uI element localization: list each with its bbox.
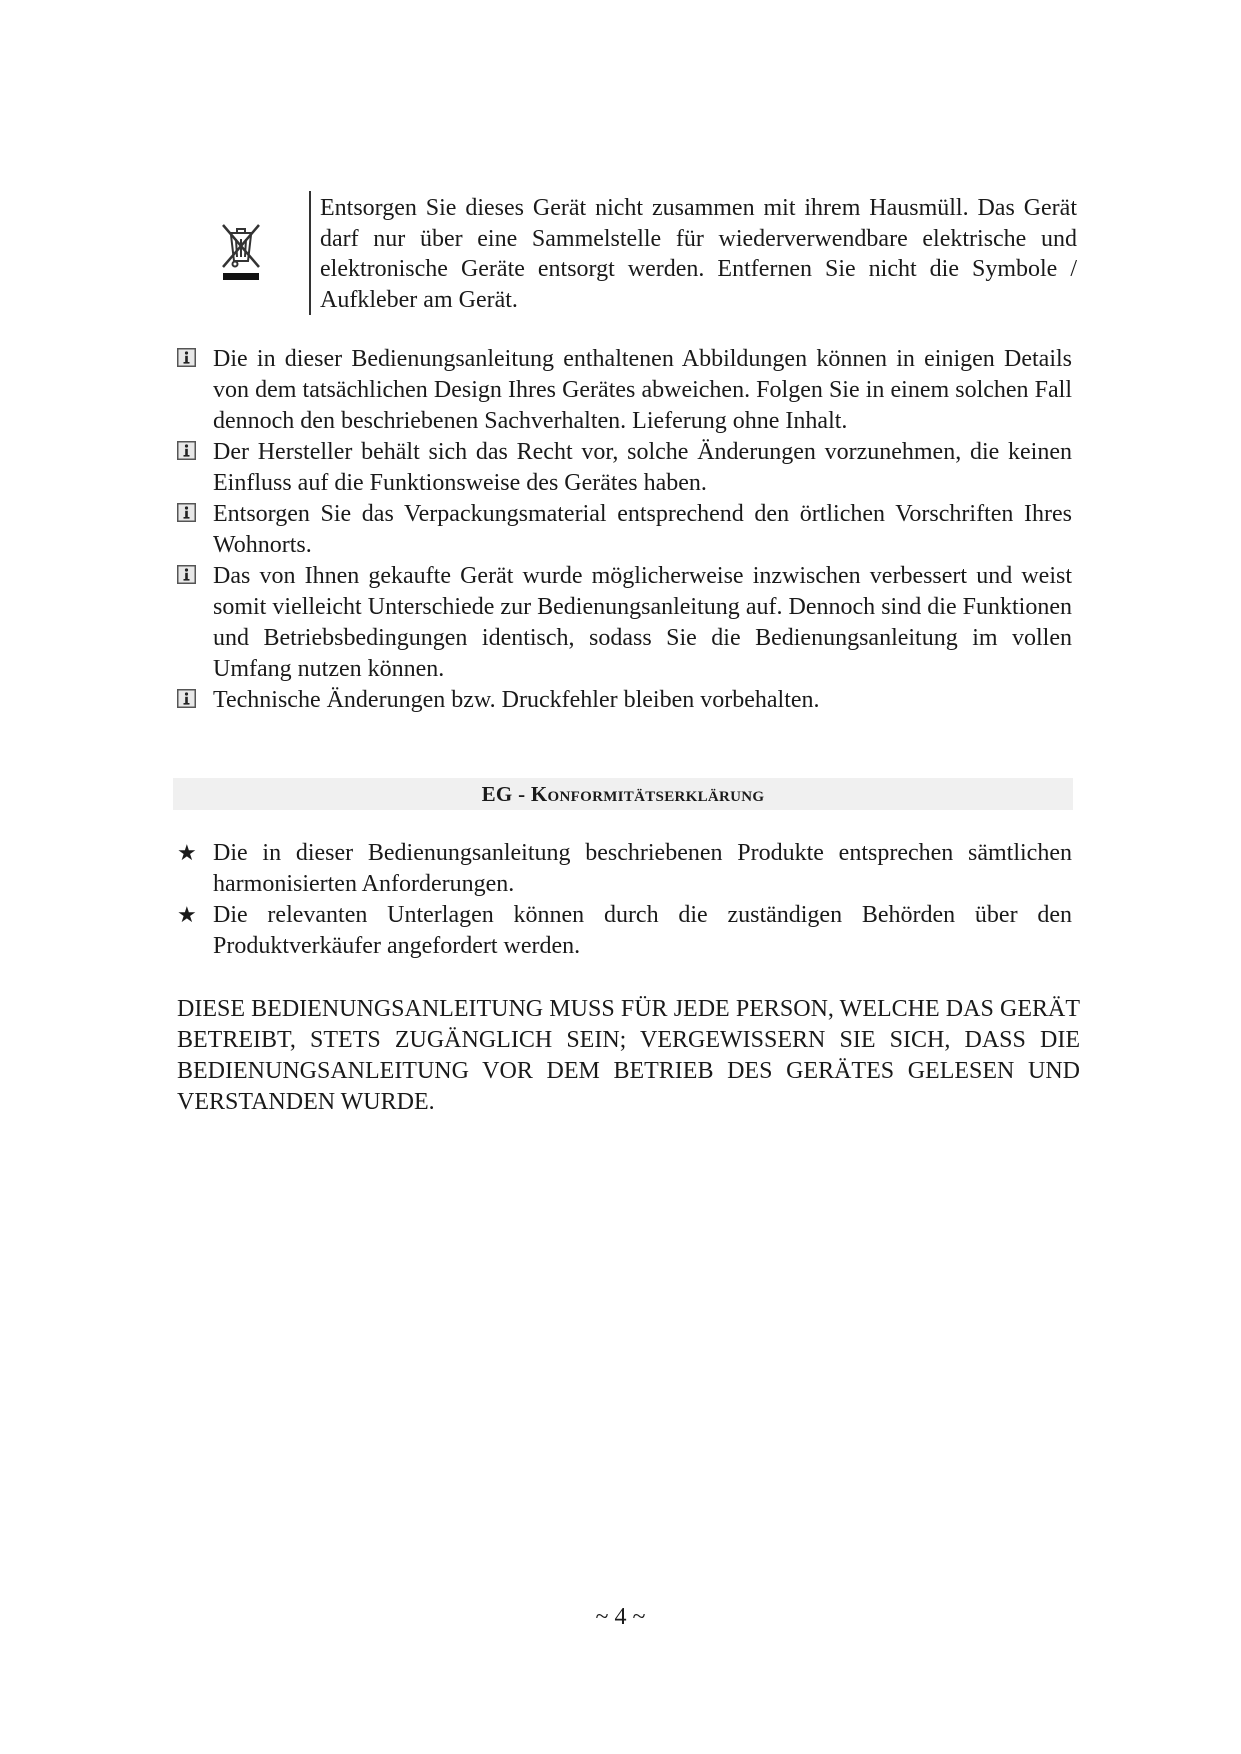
note-text: Technische Änderungen bzw. Druckfehler bleiben vorbehalten. bbox=[213, 687, 820, 713]
section-heading bbox=[173, 778, 1073, 810]
uppercase-warning: DIESE BEDIENUNGSANLEITUNG MUSS FÜR JEDE PERSON, WELCHE DAS GERÄT BETREIBT, STETS ZUGÄNGLICH SEIN; VERGEWISSERN SIE SICH, DASS DIE BEDIENUNGSANLEITUNG VOR DEM BETRIEB DES GERÄTES GELESEN UND VERSTANDEN WURDE. bbox=[177, 996, 1080, 1115]
conformity-text: Die in dieser Bedienungsanleitung beschriebenen Produkte entsprechen sämtlichen harmonisierten Anforderungen. bbox=[213, 840, 1072, 897]
note-item bbox=[177, 344, 1072, 437]
note-text: Die in dieser Bedienungsanleitung enthaltenen Abbildungen können in einigen Details von dem tatsächlichen Design Ihres Gerätes abweichen. Folgen Sie in einem solchen Fall dennoch den beschriebenen Sachverhalten. Lieferung ohne Inhalt. bbox=[213, 346, 1072, 434]
note-item bbox=[177, 499, 1072, 561]
info-icon bbox=[177, 348, 196, 367]
conformity-item bbox=[177, 838, 1072, 900]
conformity-text: Die relevanten Unterlagen können durch die zuständigen Behörden über den Produktverkäufer angefordert werden. bbox=[213, 902, 1072, 959]
section-heading-text: EG - Konformitätserklärung bbox=[481, 781, 765, 806]
star-bullet-icon: ★ bbox=[177, 841, 197, 866]
note-text: Das von Ihnen gekaufte Gerät wurde möglicherweise inzwischen verbessert und weist somit vielleicht Unterschiede zur Bedienungsanleitung auf. Dennoch sind die Funktionen und Betriebsbedingungen identisch, sodass Sie die Bedienungsanleitung im vollen Umfang nutzen können. bbox=[213, 563, 1072, 682]
page-number: ~ 4 ~ bbox=[595, 1604, 646, 1630]
weee-disposal-notice bbox=[217, 191, 1077, 315]
separator-line bbox=[309, 191, 311, 315]
disposal-text: Entsorgen Sie dieses Gerät nicht zusammen mit ihrem Hausmüll. Das Gerät darf nur über eine Sammelstelle für wiederverwendbare elektrische und elektronische Geräte entsorgt werden. Entfernen Sie nicht die Symbole / Aufkleber am Gerät. bbox=[320, 195, 1077, 313]
crossed-out-wheelie-bin-icon bbox=[219, 221, 263, 283]
note-item bbox=[177, 561, 1072, 685]
notes-list bbox=[177, 344, 1072, 716]
info-icon bbox=[177, 565, 196, 584]
info-icon bbox=[177, 503, 196, 522]
conformity-item bbox=[177, 900, 1072, 962]
info-icon bbox=[177, 441, 196, 460]
conformity-list bbox=[177, 838, 1072, 962]
star-bullet-icon: ★ bbox=[177, 903, 197, 928]
info-icon bbox=[177, 689, 196, 708]
note-text: Entsorgen Sie das Verpackungsmaterial entsprechend den örtlichen Vorschriften Ihres Wohnorts. bbox=[213, 501, 1072, 558]
note-item bbox=[177, 685, 1072, 716]
note-item bbox=[177, 437, 1072, 499]
note-text: Der Hersteller behält sich das Recht vor, solche Änderungen vorzunehmen, die keinen Einfluss auf die Funktionsweise des Gerätes haben. bbox=[213, 439, 1072, 496]
